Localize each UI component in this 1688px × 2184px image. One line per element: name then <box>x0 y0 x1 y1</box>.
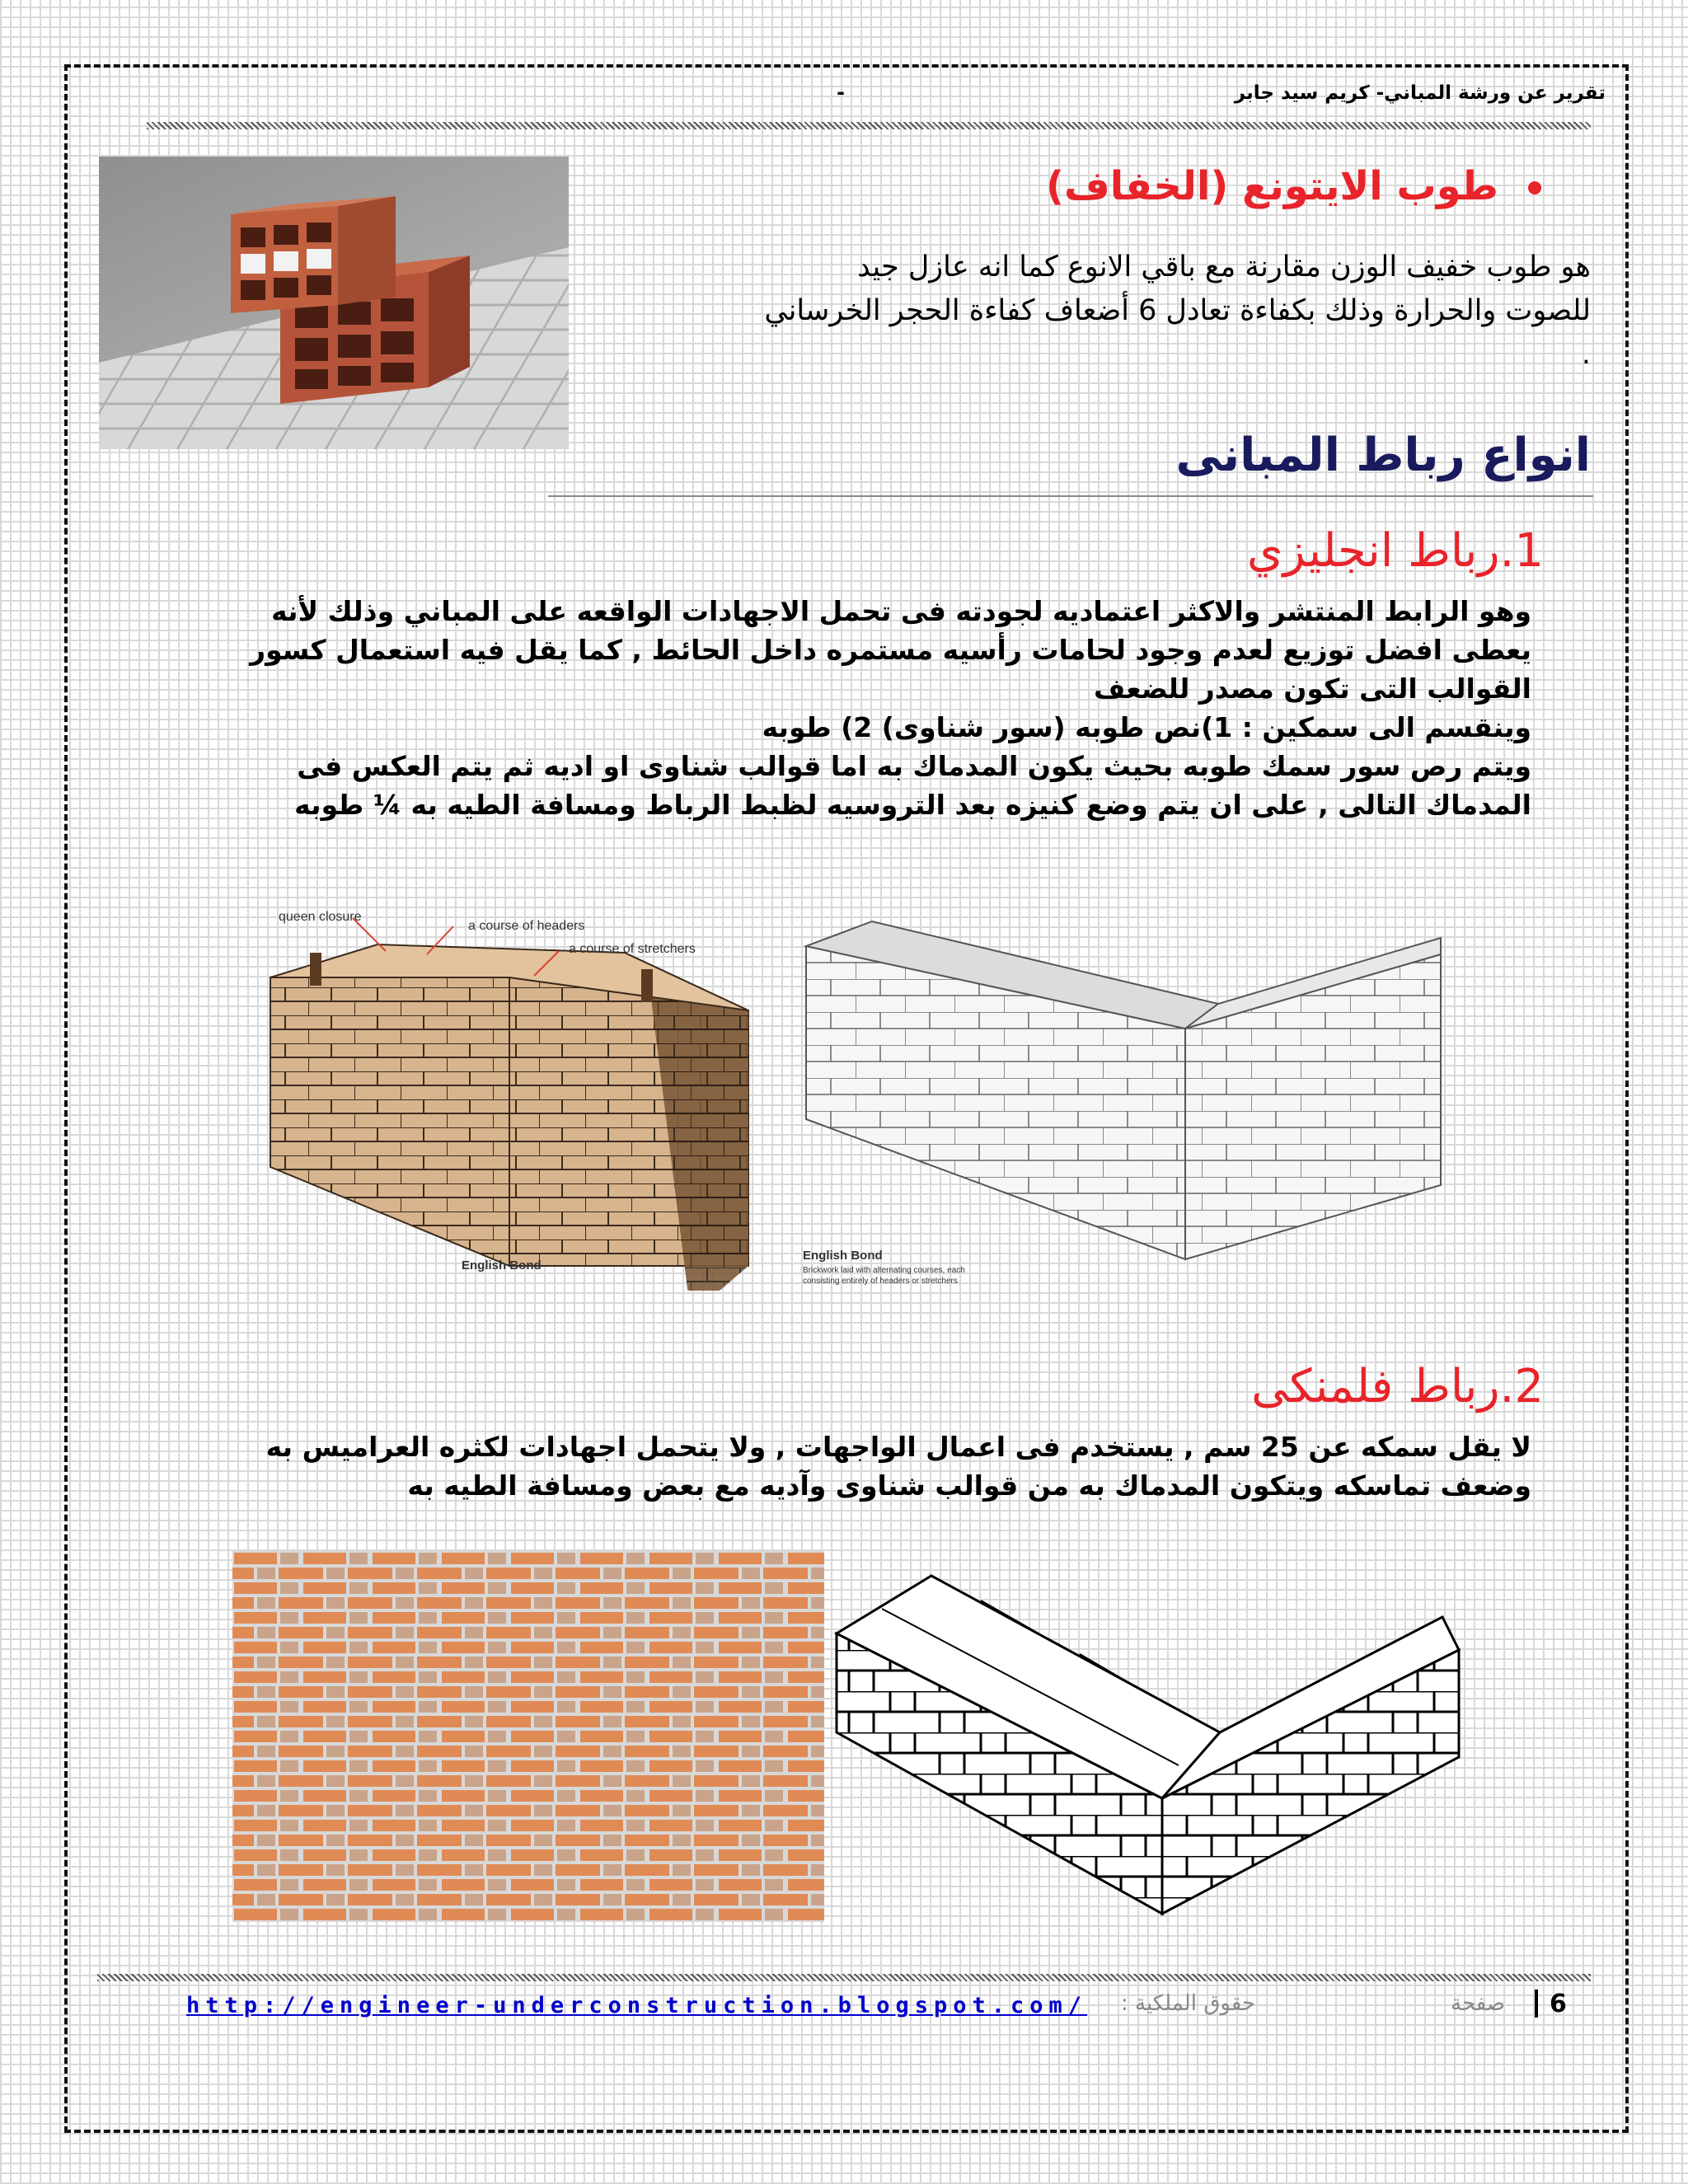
section-rule <box>548 495 1593 497</box>
english-line-4: وينقسم الى سمكين : 1)نص طوبه (سور شناوى) 2) طوبه <box>762 711 1531 743</box>
english-line-5: ويتم رص سور سمك طوبه بحيث يكون المدماك به اما قوالب شناوى او اديه ثم يتم العكس فى <box>297 750 1531 782</box>
flemish-brick-wall-image <box>232 1551 824 1922</box>
footer-rights: حقوق الملكية : <box>1121 1991 1256 2016</box>
header-hatch-rule <box>147 122 1591 129</box>
english-line-6: المدماك التالى , على ان يتم وضع كنيزه بعد التروسيه لظبط الرباط ومسافة الطيه به ¼ طوبه <box>294 789 1531 821</box>
flemish-line-1: لا يقل سمكه عن 25 سم , يستخدم فى اعمال الواجهات , ولا يتحمل اجهادات لكثره العراميس به <box>265 1431 1531 1463</box>
flemish-bond-drawing <box>832 1568 1467 1922</box>
header-dash: - <box>837 81 845 104</box>
section-heading: انواع رباط المبانى <box>1175 429 1591 482</box>
caption-right-sub-1: Brickwork laid with alternating courses, each <box>803 1266 965 1275</box>
english-line-1: وهو الرابط المنتشر والاكثر اعتماديه لجودته فى تحمل الاجهادات الواقعه على المباني وذلك لأنه <box>271 595 1531 627</box>
brick-line-2: للصوت والحرارة وذلك بكفاءة تعادل 6 أضعاف كفاءة الحجر الخرساني <box>764 294 1591 327</box>
flemish-bond-title <box>1251 1360 1544 1413</box>
caption-english-bond-left: English Bond <box>462 1258 542 1272</box>
english-bond-title-text: 1.رباط انجليزي <box>1246 524 1544 578</box>
hollow-brick-photo <box>99 157 569 449</box>
english-bond-title <box>1247 524 1544 578</box>
english-bond-body <box>130 592 1531 824</box>
flemish-line-2: وضعف تماسكه ويتكون المدماك به من قوالب شناوى وآديه مع بعض ومسافة الطيه به <box>407 1469 1531 1502</box>
label-queen-closure: queen closure <box>279 910 362 924</box>
flemish-bond-body <box>130 1427 1531 1505</box>
brick-description <box>651 246 1591 377</box>
caption-english-bond-right: English Bond <box>803 1249 883 1263</box>
english-bond-diagram-right <box>757 913 1515 1292</box>
bullet-dot <box>1528 181 1541 194</box>
english-line-3: القوالب التى تكون مصدر للضعف <box>1093 673 1531 705</box>
header-title: تقرير عن ورشة المباني- كريم سيد جابر <box>1234 82 1606 104</box>
flemish-bond-title-text: 2.رباط فلمنكى <box>1251 1360 1544 1413</box>
brick-line-1: هو طوب خفيف الوزن مقارنة مع باقي الانوع كما انه عازل جيد <box>857 251 1591 284</box>
footer-page-label: صفحة <box>1451 1991 1505 2016</box>
footer-blog-link[interactable]: http://engineer-underconstruction.blogspot.com/ <box>186 1993 1088 2018</box>
footer-separator <box>1535 1990 1538 2018</box>
label-course-headers: a course of headers <box>468 919 585 933</box>
page-number: 6 <box>1550 1990 1567 2018</box>
label-course-stretchers: a course of stretchers <box>569 942 696 956</box>
caption-right-sub-2: consisting entirely of headers or stretchers <box>803 1277 958 1286</box>
brick-line-3: . <box>1581 338 1591 371</box>
brick-type-title: طوب الايتونع (الخفاف) <box>1046 163 1498 209</box>
english-line-2: يعطى افضل توزيع لعدم وجود لحامات رأسيه مستمره داخل الحائط , كما يقل فيه استعمال كسور <box>250 634 1531 666</box>
footer-hatch-rule <box>97 1974 1591 1981</box>
english-bond-diagram-left <box>262 903 757 1291</box>
